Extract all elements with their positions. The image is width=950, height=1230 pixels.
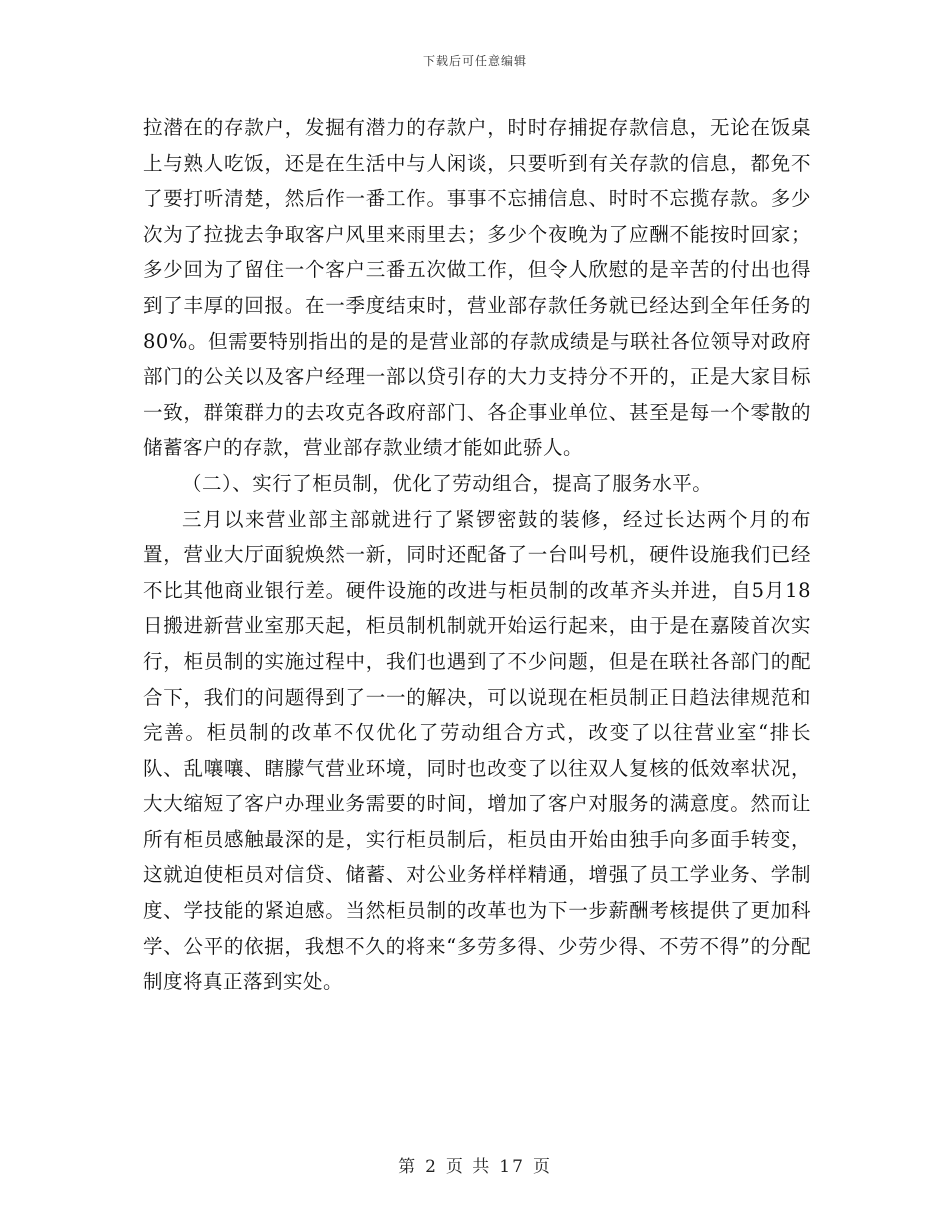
footer-suffix: 页 [532,1157,552,1177]
footer-prefix: 第 [398,1157,418,1177]
section-heading-teller-system: （二）、实行了柜员制，优化了劳动组合，提高了服务水平。 [182,471,713,495]
page-number-footer [0,1152,950,1177]
page-header-note: 下载后可任意编辑 [422,54,527,68]
footer-middle: 页 共 [445,1157,492,1177]
footer-current-page: 2 [425,1157,438,1177]
paragraph-deposit-work: 拉潜在的存款户，发掘有潜力的存款户，时时存捕捉存款信息，无论在饭桌上与熟人吃饭，还是在生活中与人闲谈，只要听到有关存款的信息，都免不了要打听清楚，然后作一番工作。事事不忘捕信息、时时不忘揽存款。多少次为了拉拢去争取客户风里来雨里去；多少个夜晚为了应酬不能按时回家；多少回为了留住一个客户三番五次做工作，但令人欣慰的是辛苦的付出也得到了丰厚的回报。在一季度结束时，营业部存款任务就已经达到全年任务的80%。但需要特别指出的是的是营业部的存款成绩是与联社各位领导对政府部门的公关以及客户经理一部以贷引存的大力支持分不开的，正是大家目标一致，群策群力的去攻克各政府部门、各企事业单位、甚至是每一个零散的储蓄客户的存款，营业部存款业绩才能如此骄人。 [143,116,811,460]
footer-total-pages: 17 [499,1157,525,1177]
paragraph-teller-system: 三月以来营业部主部就进行了紧锣密鼓的装修，经过长达两个月的布置，营业大厅面貌焕然一新，同时还配备了一台叫号机，硬件设施我们已经不比其他商业银行差。硬件设施的改进与柜员制的改革齐头并进，自5月18日搬进新营业室那天起，柜员制机制就开始运行起来，由于是在嘉陵首次实行，柜员制的实施过程中，我们也遇到了不少问题，但是在联社各部门的配合下，我们的问题得到了一一的解决，可以说现在柜员制正日趋法律规范和完善。柜员制的改革不仅优化了劳动组合方式，改变了以往营业室“排长队、乱嚷嚷、瞎朦气营业环境，同时也改变了以往双人复核的低效率状况，大大缩短了客户办理业务需要的时间，增加了客户对服务的满意度。然而让所有柜员感触最深的是，实行柜员制后，柜员由开始由独手向多面手转变，这就迫使柜员对信贷、储蓄、对公业务样样精通，增强了员工学业务、学制度、学技能的紧迫感。当然柜员制的改革也为下一步薪酬考核提供了更加科学、公平的依据，我想不久的将来“多劳多得、少劳少得、不劳不得”的分配制度将真正落到实处。 [143,507,811,994]
document-body [143,110,811,1000]
